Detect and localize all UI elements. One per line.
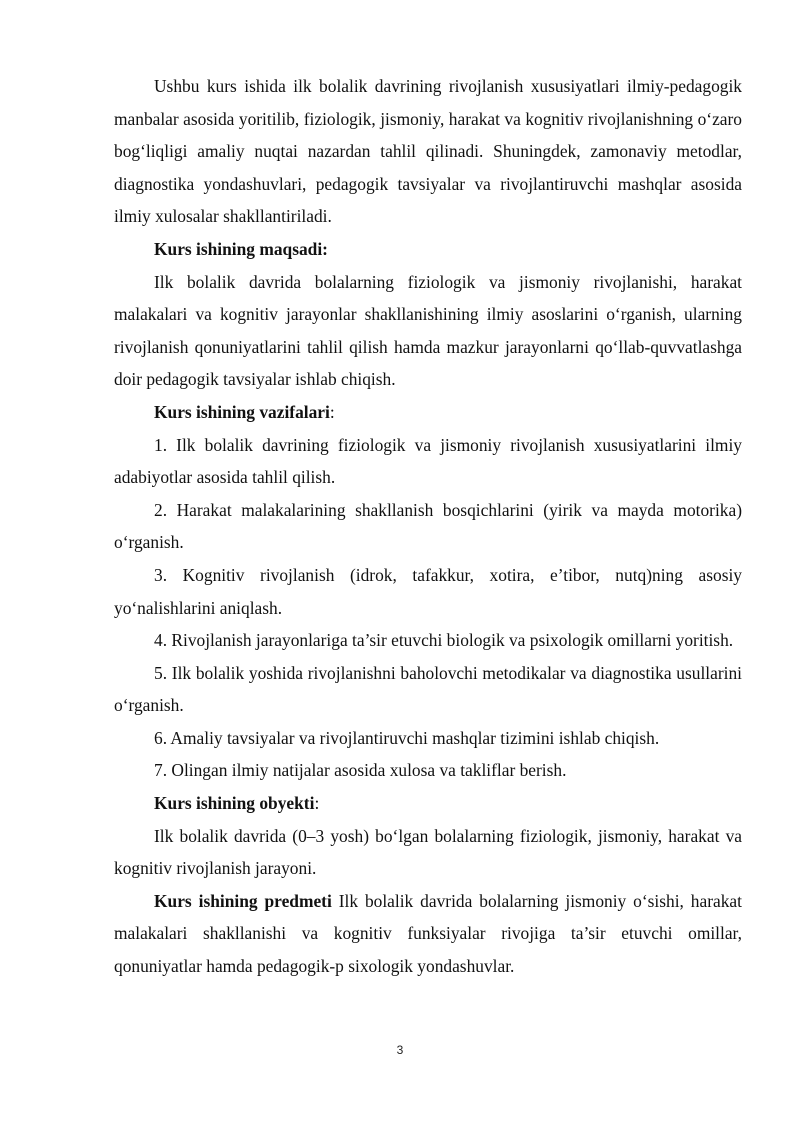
task-item-3: 3. Kognitiv rivojlanish (idrok, tafakkur, xotira, e’tibor, nutq)ning asosiy yo‘nalishlarini aniqlash.: [114, 564, 742, 618]
subject-paragraph: [114, 885, 742, 983]
page-number: 3: [396, 1043, 404, 1057]
tasks-heading-paragraph: [114, 396, 742, 429]
object-heading-paragraph: [114, 787, 742, 820]
document-body: [114, 70, 742, 983]
task-item-1: 1. Ilk bolalik davrining fiziologik va jismoniy rivojlanish xususiyatlarini ilmiy adabiyotlar asosida tahlil qilish.: [114, 434, 742, 488]
task-item-2: 2. Harakat malakalarining shakllanish bosqichlarini (yirik va mayda motorika) o‘rganish.: [114, 499, 742, 553]
task-item-6: 6. Amaliy tavsiyalar va rivojlantiruvchi mashqlar tizimini ishlab chiqish.: [154, 727, 660, 748]
object-paragraph: Ilk bolalik davrida (0–3 yosh) bo‘lgan bolalarning fiziologik, jismoniy, harakat va kognitiv rivojlanish jarayoni.: [114, 825, 742, 879]
goal-paragraph: Ilk bolalik davrida bolalarning fiziologik va jismoniy rivojlanishi, harakat malakalari va kognitiv jarayonlar shakllanishining ilmiy asoslarini o‘rganish, ularning rivojlanish qonuniyatlarini tahlil qilish hamda mazkur jarayonlarni qo‘llab-quvvatlashga doir pedagogik tavsiyalar ishlab chiqish.: [114, 271, 742, 390]
task-item-5: 5. Ilk bolalik yoshida rivojlanishni baholovchi metodikalar va diagnostika usullarini o‘rganish.: [114, 662, 742, 716]
goal-heading-paragraph: [114, 233, 742, 266]
object-heading-colon: :: [314, 793, 320, 814]
subject-text: Ilk bolalik davrida bolalarning jismoniy o‘sishi, harakat malakalari shakllanishi va kognitiv funksiyalar rivojiga ta’sir etuvchi omillar, qonuniyatlar hamda pedagogik-p sixologik yondashuvlar.: [114, 890, 742, 977]
subject-heading: Kurs ishining predmeti: [154, 890, 332, 911]
tasks-heading-colon: :: [329, 401, 335, 422]
intro-paragraph: Ushbu kurs ishida ilk bolalik davrining rivojlanish xususiyatlari ilmiy-pedagogik manbalar asosida yoritilib, fiziologik, jismoniy, harakat va kognitiv rivojlanishning o‘zaro bog‘liqligi amaliy nuqtai nazardan tahlil qilinadi. Shuningdek, zamonaviy metodlar, diagnostika yondashuvlari, pedagogik tavsiyalar va rivojlantiruvchi mashqlar asosida ilmiy xulosalar shakllantiriladi.: [114, 76, 742, 227]
goal-heading: Kurs ishining maqsadi:: [154, 238, 328, 259]
task-item-7: 7. Olingan ilmiy natijalar asosida xulosa va takliflar berish.: [154, 760, 567, 781]
tasks-heading: Kurs ishining vazifalari: [154, 401, 330, 422]
task-item-4: 4. Rivojlanish jarayonlariga ta’sir etuvchi biologik va psixologik omillarni yoritish.: [154, 630, 734, 651]
object-heading: Kurs ishining obyekti: [154, 793, 315, 814]
